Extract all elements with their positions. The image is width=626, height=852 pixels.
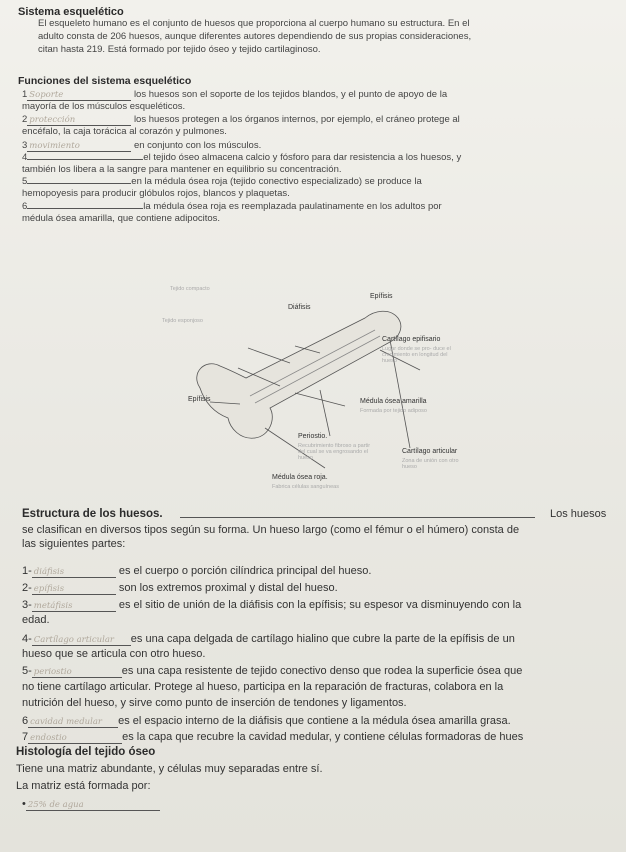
parte-7 — [22, 731, 523, 744]
funcion-2-text: los huesos protegen a los órganos internos, por ejemplo, el cráneo protege al — [133, 114, 460, 125]
parte-3-answer[interactable]: metáfisis — [32, 601, 116, 612]
funcion-6-num: 6 — [22, 201, 28, 212]
funcion-4-num: 4 — [22, 152, 28, 163]
parte-4-cont: hueso que se articula con otro hueso. — [22, 648, 206, 660]
funcion-4-answer[interactable] — [27, 159, 143, 160]
medula-amarilla-label: Médula ósea amarilla — [360, 398, 427, 405]
funcion-1-num: 1 — [22, 89, 28, 100]
parte-4-num: 4- — [22, 633, 32, 645]
estructura-blank-line[interactable] — [180, 517, 535, 518]
parte-1 — [22, 565, 371, 578]
parte-5-num: 5- — [22, 665, 32, 677]
parte-6-answer[interactable]: cavidad medular — [28, 717, 118, 728]
funcion-5-answer[interactable] — [27, 183, 131, 184]
funcion-6-text: la médula ósea roja es reemplazada paulatinamente en los adultos por — [143, 201, 442, 212]
parte-3-num: 3- — [22, 599, 32, 611]
funcion-1-answer[interactable]: Soporte — [27, 90, 131, 101]
cartilago-epifisario-desc: Lugar donde se pro- duce el crecimiento en longitud del hueso — [382, 346, 451, 364]
epifisis-left-label: Epífisis — [188, 396, 211, 403]
histologia-bullet-answer[interactable]: 25% de agua — [26, 800, 160, 811]
bone-diagram — [120, 278, 540, 518]
estructura-line-2: se clasifican en diversos tipos según su forma. Un hueso largo (como el fémur o el húmero) consta de — [22, 524, 520, 536]
medula-roja-desc: Fabrica células sanguíneas — [272, 484, 339, 490]
funcion-5-text: en la médula ósea roja (tejido conectivo especializado) se produce la — [131, 176, 422, 187]
parte-3-cont: edad. — [22, 614, 50, 626]
parte-2-text: son los extremos proximal y distal del hueso. — [118, 582, 338, 594]
parte-6-text: es el espacio interno de la diáfisis que contiene a la médula ósea amarilla grasa. — [118, 715, 511, 727]
intro-line-3: citan hasta 219. Está formado por tejido óseo y tejido cartilaginoso. — [38, 44, 321, 55]
parte-1-answer[interactable]: diáfisis — [32, 567, 116, 578]
funcion-3-num: 3 — [22, 140, 28, 151]
parte-4-text: es una capa delgada de cartílago hialino que cubre la parte de la epífisis de un — [130, 633, 515, 645]
tejido-compacto-label: Tejido compacto — [170, 286, 210, 292]
funcion-5-num: 5 — [22, 176, 28, 187]
parte-2-answer[interactable]: epífisis — [32, 584, 116, 595]
histologia-line-1: Tiene una matriz abundante, y células muy separadas entre sí. — [16, 763, 323, 775]
funcion-3-answer[interactable]: movimiento — [27, 141, 131, 152]
estructura-line-3: las siguientes partes: — [22, 538, 126, 550]
cartilago-epifisario-label: Cartílago epifisario — [382, 336, 441, 343]
parte-2-num: 2- — [22, 582, 32, 594]
funcion-1-cont: mayoría de los músculos esqueléticos. — [22, 101, 186, 112]
medula-roja-label: Médula ósea roja. — [272, 474, 328, 481]
parte-7-answer[interactable]: endostio — [28, 733, 122, 744]
funcion-6-cont: médula ósea amarilla, que contiene adipocitos. — [22, 213, 221, 224]
section-title-sistema: Sistema esquelético — [18, 6, 124, 18]
medula-amarilla-desc: Formada por tejido adiposo — [360, 408, 427, 414]
bone-illustration — [120, 278, 540, 518]
funcion-1-text: los huesos son el soporte de los tejidos blandos, y el punto de apoyo de la — [133, 89, 448, 100]
parte-2 — [22, 582, 338, 595]
funcion-5 — [22, 176, 422, 187]
estructura-right-text: Los huesos — [550, 508, 607, 520]
parte-5-answer[interactable]: periostio — [32, 667, 122, 678]
parte-4 — [22, 633, 515, 646]
funcion-3 — [22, 140, 261, 152]
parte-4-answer[interactable]: Cartílago articular — [32, 635, 131, 646]
periostio-desc: Recubrimiento fibroso a partir del cual se va engrosando el hueso — [298, 443, 371, 461]
estructura-title: Estructura de los huesos. — [22, 508, 163, 520]
section-title-funciones: Funciones del sistema esquelético — [18, 75, 192, 87]
histologia-title: Histología del tejido óseo — [16, 746, 156, 758]
bullet-dot-icon: • — [22, 798, 26, 810]
histologia-bullet — [22, 798, 160, 811]
epifisis-top-label: Epífisis — [370, 293, 393, 300]
intro-line-2: adulto consta de 206 huesos, aunque diferentes autores dependiendo de sus propias consideraciones, — [38, 31, 472, 42]
funcion-2-num: 2 — [22, 114, 28, 125]
parte-1-text: es el cuerpo o porción cilíndrica principal del hueso. — [118, 565, 372, 577]
intro-line-1: El esqueleto humano es el conjunto de huesos que proporciona al cuerpo humano su estructura. En el — [38, 18, 470, 29]
funcion-2-cont: encéfalo, la caja torácica al corazón y pulmones. — [22, 126, 227, 137]
funcion-1 — [22, 89, 447, 101]
parte-3 — [22, 599, 521, 612]
parte-5-cont: no tiene cartílago articular. Protege al hueso, participa en la reparación de fracturas, colabora en la — [22, 681, 504, 693]
funcion-6 — [22, 201, 442, 212]
funcion-2-answer[interactable]: protección — [27, 115, 131, 126]
histologia-line-2: La matriz está formada por: — [16, 780, 151, 792]
periostio-label: Periostio. — [298, 433, 328, 440]
parte-3-text: es el sitio de unión de la diáfisis con la epífisis; su espesor va disminuyendo con la — [118, 599, 522, 611]
cartilago-articular-label: Cartílago articular — [402, 448, 458, 455]
parte-6-num: 6 — [22, 715, 29, 727]
parte-7-num: 7 — [22, 731, 29, 743]
tejido-esponjoso-label: Tejido esponjoso — [162, 318, 203, 324]
cartilago-articular-desc: Zona de unión con otro hueso — [402, 458, 459, 470]
funcion-4 — [22, 152, 461, 163]
parte-1-num: 1- — [22, 565, 32, 577]
parte-5-cont-2: nutrición del hueso, y sirve como punto de inserción de tendones y ligamentos. — [22, 697, 407, 709]
parte-5-text: es una capa resistente de tejido conectivo denso que rodea la superficie ósea que — [121, 665, 523, 677]
diafisis-label: Diáfisis — [288, 304, 311, 311]
parte-6 — [22, 715, 511, 728]
funcion-5-cont: hemopoyesis para producir glóbulos rojos, blancos y plaquetas. — [22, 188, 290, 199]
funcion-4-cont: también los libera a la sangre para mantener en equilibrio su concentración. — [22, 164, 342, 175]
parte-7-text: es la capa que recubre la cavidad medular, y contiene células formadoras de hues — [122, 731, 524, 743]
funcion-4-text: el tejido óseo almacena calcio y fósforo para dar resistencia a los huesos, y — [143, 152, 462, 163]
funcion-3-text: en conjunto con los músculos. — [133, 140, 262, 151]
funcion-2 — [22, 114, 460, 126]
parte-5 — [22, 665, 522, 678]
funcion-6-answer[interactable] — [27, 208, 143, 209]
